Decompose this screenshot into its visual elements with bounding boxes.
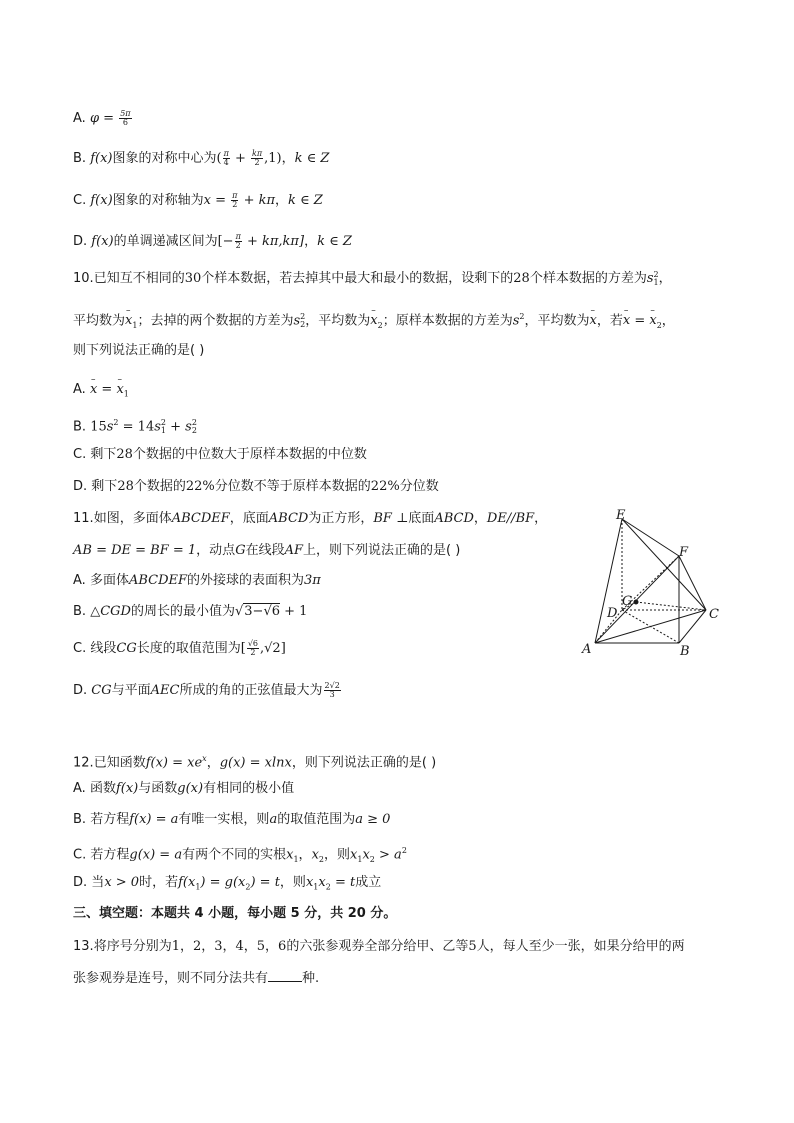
- option-a-prev: A. φ = $\frac{5\pi}{6}$: [73, 109, 131, 127]
- q10-stem-line2: 平均数为– $x_1$；去掉的两个数据的方差为s 2 2 ，平均数为– $x_2$；原样本数据的方差为$s^2$，平均数为– x，若– x = – $x_2$，: [73, 308, 675, 335]
- q12-stem: 12.已知函数$f(x) = xe^x$，g(x) = xlnx，则下列说法正确的是( ): [73, 754, 437, 771]
- q10-option-c: C. 剩下28个数据的中位数大于原样本数据的中位数: [73, 447, 367, 462]
- q10-stem-line3: 则下列说法正确的是( ): [73, 343, 205, 358]
- q10-stem-line1: 10.已知互不相同的30个样本数据，若去掉其中最大和最小的数据，设剩下的28个样本数据的方差为s 2 1 ，: [73, 269, 672, 287]
- q12-option-d: D. 当x > 0时，若$f(x_1) = g(x_2) = t$，则$x_1x_2 = t$成立: [73, 875, 382, 892]
- label-g: G: [622, 594, 633, 609]
- edge-fc: [679, 556, 706, 610]
- edge-db-hidden: [622, 610, 679, 643]
- option-c-prev: C. f(x)图象的对称轴为x = $\frac{\pi}{2}$ + kπ，k ∈ Z: [73, 191, 323, 209]
- q11-stem-line1: 11.如图，多面体ABCDEF，底面ABCD为正方形，BF ⊥底面ABCD，DE//BF，: [73, 511, 548, 526]
- q11-option-b: B. △CGD的周长的最小值为√3−√6 + 1: [73, 604, 308, 619]
- q10-option-d: D. 剩下28个数据的22%分位数不等于原样本数据的22%分位数: [73, 479, 439, 494]
- q12-option-a: A. 函数f(x)与函数g(x)有相同的极小值: [73, 781, 295, 796]
- label-b: B: [680, 644, 690, 659]
- label-d: D: [607, 606, 618, 621]
- edge-af: [595, 556, 679, 643]
- q11-option-c: C. 线段CG长度的取值范围为[ $\frac{√6}{2}$ ,√2]: [73, 639, 286, 657]
- polyhedron-figure: [576, 505, 726, 660]
- q12-option-c: C. 若方程g(x) = a有两个不同的实根$x_1$，$x_2$，则$x_1x_2 > a^2$: [73, 846, 407, 864]
- edge-ea: [595, 519, 622, 643]
- q11-stem-line2: AB = DE = BF = 1，动点G在线段AF上，则下列说法正确的是( ): [73, 543, 461, 558]
- edge-ec: [622, 519, 706, 610]
- section-3-header: 三、填空题：本题共 4 小题，每小题 5 分，共 20 分。: [73, 906, 397, 921]
- label-c: C: [709, 607, 719, 622]
- q12-option-b: B. 若方程f(x) = a有唯一实根，则a的取值范围为a ≥ 0: [73, 812, 391, 827]
- q11-option-a: A. 多面体ABCDEF的外接球的表面积为3π: [73, 573, 321, 588]
- label-f: F: [679, 545, 689, 560]
- label-e: E: [616, 508, 626, 523]
- q13-stem-line2: 张参观券是连号，则不同分法共有 种.: [73, 971, 320, 986]
- edge-gc-hidden: [636, 602, 706, 610]
- q11-option-d: D. CG与平面AEC所成的角的正弦值最大为 $\frac{2√2}{3}$: [73, 681, 340, 699]
- option-b-prev: B. f(x)图象的对称中心为( $\frac{\pi}{4}$ + $\frac{k\pi}{2}$ ,1)，k ∈ Z: [73, 149, 330, 167]
- q10-option-b: B. $15s^2 = 14s$ 2 1 + s 2 2: [73, 417, 197, 435]
- option-d-prev: D. f(x)的单调递减区间为[− $\frac{\pi}{2}$ + kπ,kπ]，k ∈ Z: [73, 232, 352, 250]
- answer-blank[interactable]: [268, 969, 302, 982]
- label-a: A: [582, 642, 592, 657]
- point-g: [634, 600, 639, 605]
- edge-bc: [679, 610, 706, 643]
- q10-option-a: A. – x = – $x_1$: [73, 381, 129, 404]
- fraction: $\frac{5\pi}{6}$: [120, 109, 131, 127]
- q13-stem-line1: 13.将序号分别为1，2，3，4，5，6的六张参观券全部分给甲、乙等5人，每人至少一张，如果分给甲的两: [73, 939, 685, 954]
